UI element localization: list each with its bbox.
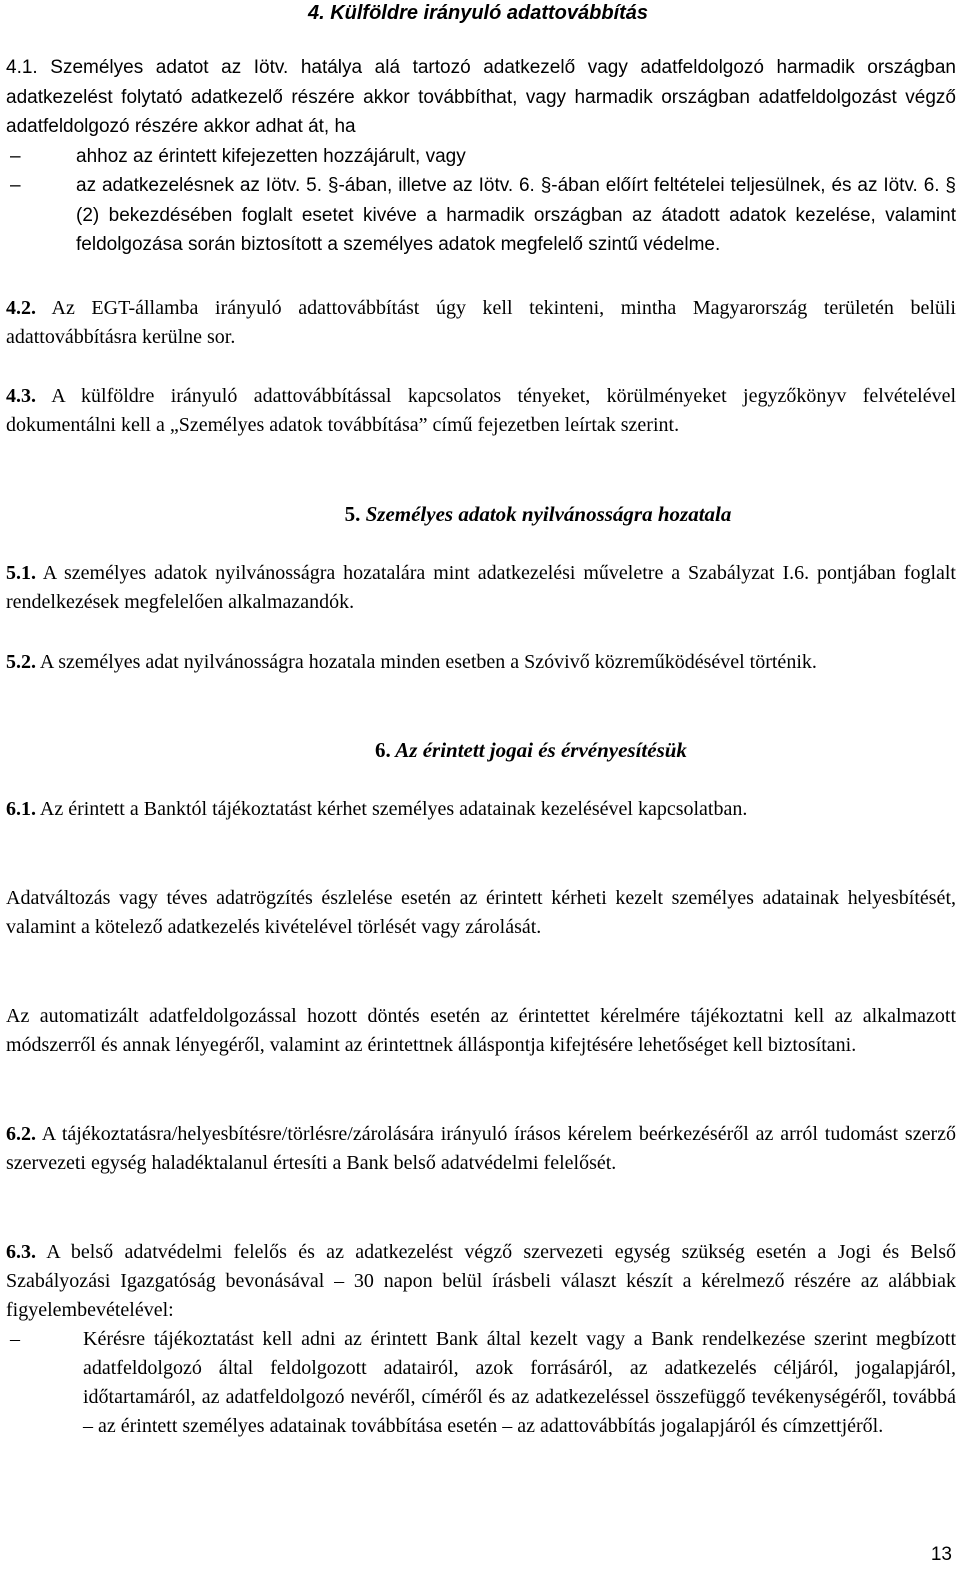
paragraph-4-3-text: A külföldre irányuló adattovábbítással kapcsolatos tényeket, körülményeket jegyzőkönyv felvételével dokumentálni kell a „Személyes adatok továbbítása” című fejezetben leírtak szerint. bbox=[6, 385, 956, 436]
paragraph-data-change-text: Adatváltozás vagy téves adatrögzítés észlelése esetén az érintett kérheti kezelt személyes adatainak helyesbítését, valamint a kötelező adatkezelés kivételével törlését vagy zárolását. bbox=[6, 887, 956, 938]
list-item bbox=[6, 171, 956, 260]
paragraph-5-2-text: A személyes adat nyilvánosságra hozatala minden esetben a Szóvivő közreműködésével történik. bbox=[36, 651, 817, 673]
section-5-heading-number: 5. bbox=[344, 502, 361, 526]
paragraph-4-2-number: 4.2. bbox=[6, 297, 36, 319]
list-dash: – bbox=[10, 145, 21, 167]
page-number: 13 bbox=[930, 1544, 952, 1565]
paragraph-data-change bbox=[6, 884, 956, 942]
paragraph-5-2-number: 5.2. bbox=[6, 651, 36, 673]
paragraph-6-1 bbox=[6, 795, 956, 824]
section-6-heading-title: Az érintett jogai és érvényesítésük bbox=[395, 738, 687, 762]
paragraph-5-1-text: A személyes adatok nyilvánosságra hozatalára mint adatkezelési műveletre a Szabályzat I.6. pontjában foglalt rendelkezések megfelelően alkalmazandók. bbox=[6, 562, 956, 613]
list-dash: – bbox=[10, 1328, 20, 1350]
section-5-heading-title: Személyes adatok nyilvánosságra hozatala bbox=[365, 502, 732, 526]
section-6-heading-number: 6. bbox=[375, 738, 391, 762]
paragraph-4-2-text: Az EGT-államba irányuló adattovábbítást úgy kell tekinteni, mintha Magyarország területén belüli adattovábbításra kerülne sor. bbox=[6, 297, 956, 348]
list-item-text: ahhoz az érintett kifejezetten hozzájárult, vagy bbox=[76, 145, 466, 167]
paragraph-4-3 bbox=[6, 382, 956, 440]
paragraph-4-2 bbox=[6, 294, 956, 352]
section-6-3-body bbox=[6, 1238, 956, 1441]
list-dash: – bbox=[10, 175, 21, 196]
paragraph-4-1-text: Személyes adatot az Iötv. hatálya alá tartozó adatkezelő vagy adatfeldolgozó harmadik országban adatkezelést folytató adatkezelő részére akkor továbbíthat, vagy harmadik országban adatfeldolgozást végző adatfeldolgozó részére akkor adhat át, ha bbox=[6, 57, 956, 137]
paragraph-6-3 bbox=[6, 1238, 956, 1325]
paragraph-4-1-number: 4.1. bbox=[6, 57, 38, 78]
paragraph-6-2 bbox=[6, 1120, 956, 1178]
paragraph-automated-decision bbox=[6, 1002, 956, 1060]
paragraph-5-1 bbox=[6, 559, 956, 617]
list-item bbox=[6, 142, 956, 172]
paragraph-6-1-number: 6.1. bbox=[6, 798, 36, 820]
section-6-heading bbox=[6, 736, 960, 765]
paragraph-6-3-text: A belső adatvédelmi felelős és az adatkezelést végző szervezeti egység szükség esetén a Jogi és Belső Szabályozási Igazgatóság bevonásával – 30 napon belül írásbeli választ készít a kérelmező részére az alábbiak figyelembevételével: bbox=[6, 1241, 956, 1321]
paragraph-automated-decision-text: Az automatizált adatfeldolgozással hozott döntés esetén az érintettet kérelmére tájékoztatni kell az alkalmazott módszerről és annak lényegéről, valamint az érintettnek álláspontja kifejtésére lehetőséget kell biztosítani. bbox=[6, 1005, 956, 1056]
list-item-text: az adatkezelésnek az Iötv. 5. §-ában, illetve az Iötv. 6. §-ában előírt feltételei teljesülnek, és az Iötv. 6. § (2) bekezdésében foglalt esetet kivéve a harmadik országban az átadott adatok kezelése, valamint feldolgozása során biztosított a személyes adatok megfelelő szintű védelme. bbox=[76, 175, 956, 255]
section-4-body bbox=[6, 53, 956, 260]
list-item bbox=[6, 1325, 956, 1441]
paragraph-5-2 bbox=[6, 648, 956, 677]
paragraph-6-1-text: Az érintett a Banktól tájékoztatást kérhet személyes adatainak kezelésével kapcsolatban. bbox=[36, 798, 748, 820]
paragraph-4-1 bbox=[6, 53, 956, 142]
list-item-text: Kérésre tájékoztatást kell adni az érintett Bank által kezelt vagy a Bank rendelkezése szerint megbízott adatfeldolgozó által feldolgozott adatairól, azok forrásáról, az adatkezelés céljáról, jogalapjáról, időtartamáról, az adatfeldolgozó nevéről, címéről és az adatkezeléssel összefüggő tevékenységéről, továbbá – az érintett személyes adatainak továbbítása esetén – az adattovábbítás jogalapjáról és címzettjéről. bbox=[83, 1328, 956, 1437]
section-4-heading bbox=[6, 0, 950, 28]
paragraph-6-3-number: 6.3. bbox=[6, 1241, 36, 1263]
section-4-heading-text: 4. Külföldre irányuló adattovábbítás bbox=[307, 2, 649, 24]
paragraph-6-2-text: A tájékoztatásra/helyesbítésre/törlésre/zárolására irányuló írásos kérelem beérkezéséről az arról tudomást szerző szervezeti egység haladéktalanul értesíti a Bank belső adatvédelmi felelősét. bbox=[6, 1123, 956, 1174]
paragraph-6-2-number: 6.2. bbox=[6, 1123, 36, 1145]
paragraph-5-1-number: 5.1. bbox=[6, 562, 36, 584]
section-5-heading bbox=[6, 500, 960, 529]
paragraph-4-3-number: 4.3. bbox=[6, 385, 36, 407]
